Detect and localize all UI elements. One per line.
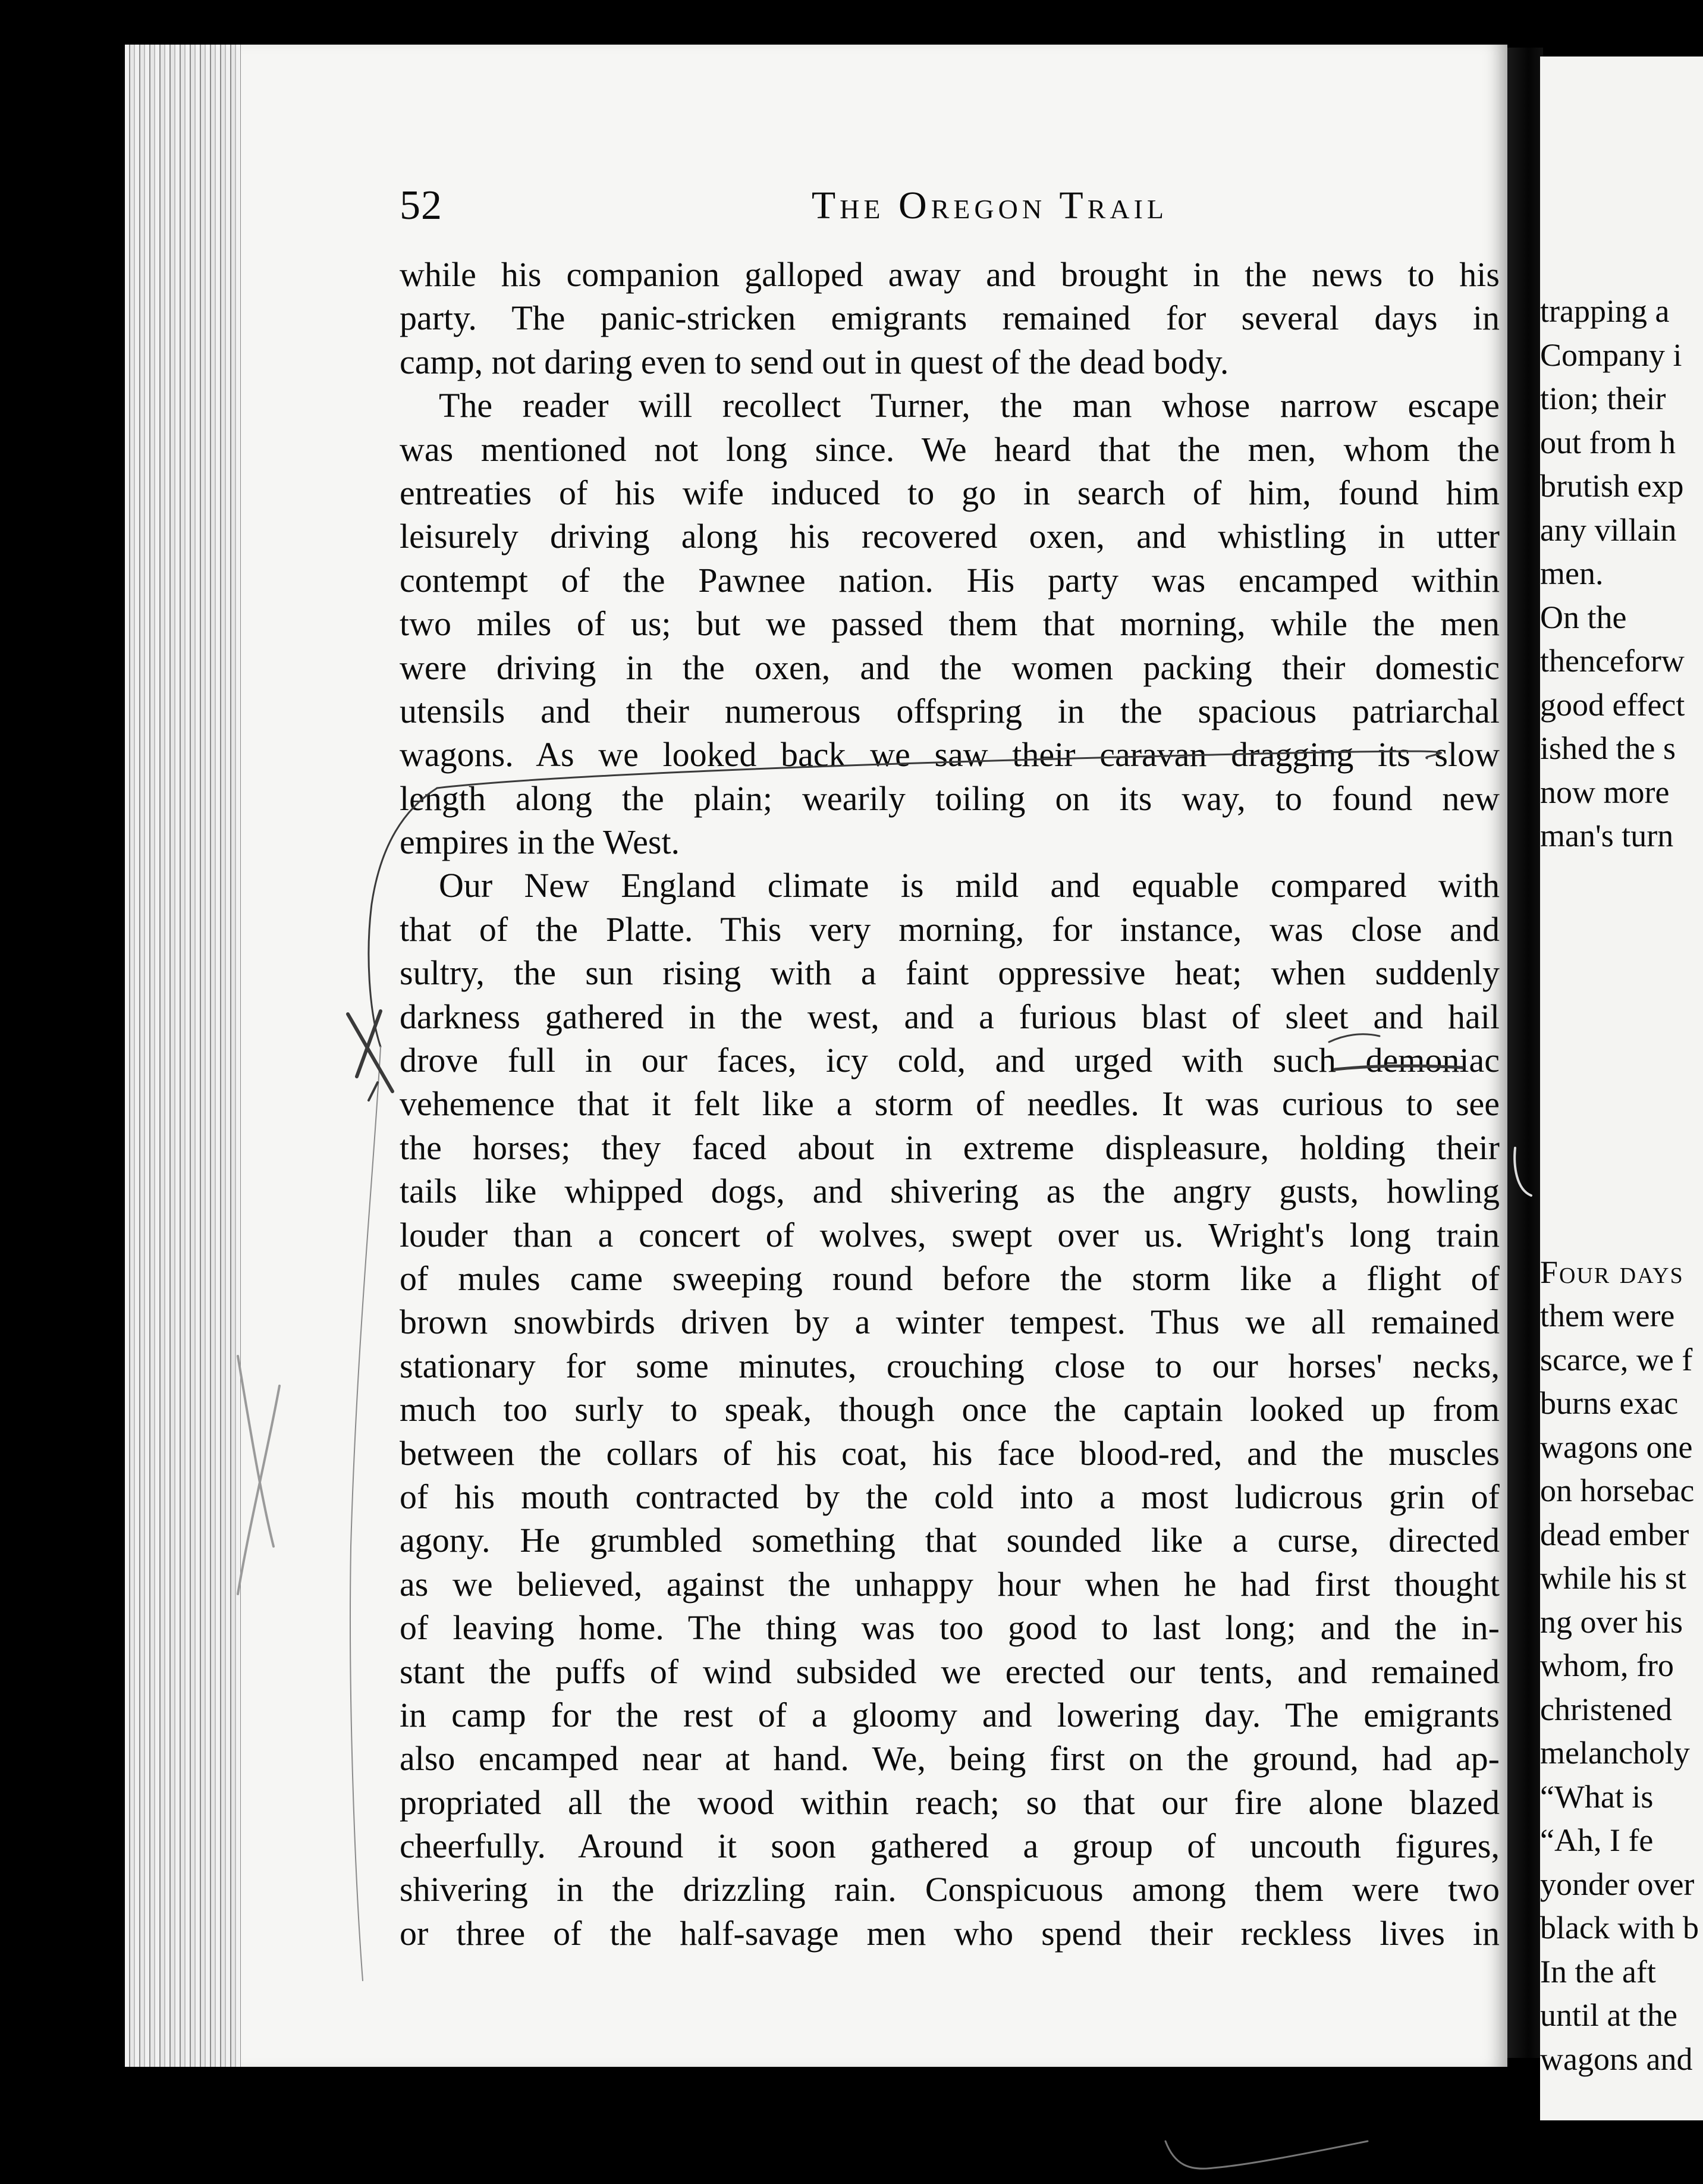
text-line: also encamped near at hand. We, being first on the ground, had ap-	[400, 1739, 1500, 1778]
facing-text-line: thenceforw	[1540, 643, 1685, 679]
text-line: as we believed, against the unhappy hour when he had first thought	[400, 1564, 1500, 1604]
facing-text-line: while his st	[1540, 1560, 1687, 1596]
text-line: between the collars of his coat, his face blood-red, and the muscles	[400, 1433, 1500, 1473]
text-line: louder than a concert of wolves, swept over us. Wright's long train	[400, 1215, 1500, 1254]
facing-text-line: brutish exp	[1540, 468, 1684, 504]
text-line: The reader will recollect Turner, the man whose narrow escape	[439, 386, 1500, 425]
facing-text-line: yonder over	[1540, 1866, 1695, 1902]
text-line: were driving in the oxen, and the women packing their domestic	[400, 648, 1500, 687]
text-line: camp, not daring even to send out in quest of the dead body.	[400, 342, 1229, 381]
text-line: sultry, the sun rising with a faint oppressive heat; when suddenly	[400, 953, 1500, 993]
facing-text-line: out from h	[1540, 424, 1676, 460]
page-edges	[125, 45, 244, 2067]
text-line: utensils and their numerous offspring in the spacious patriarchal	[400, 691, 1500, 730]
text-line: vehemence that it felt like a storm of needles. It was curious to see	[400, 1084, 1500, 1124]
text-line: the horses; they faced about in extreme displeasure, holding their	[400, 1128, 1500, 1167]
facing-page-text	[1540, 290, 1703, 2081]
facing-text-line: good effect	[1540, 686, 1685, 723]
facing-text-line: scarce, we f	[1540, 1341, 1693, 1377]
text-line: darkness gathered in the west, and a furious blast of sleet and hail	[400, 997, 1500, 1036]
text-line: contempt of the Pawnee nation. His party was encamped within	[400, 560, 1500, 600]
text-line: propriated all the wood within reach; so that our fire alone blazed	[400, 1783, 1500, 1822]
facing-text-line: on horsebac	[1540, 1473, 1695, 1508]
facing-text-line: Company i	[1540, 337, 1682, 373]
facing-text-line: “Ah, I fe	[1540, 1822, 1654, 1858]
text-line: empires in the West.	[400, 823, 680, 862]
text-line: in camp for the rest of a gloomy and lowering day. The emigrants	[400, 1695, 1500, 1734]
running-title: The Oregon Trail	[811, 184, 1168, 227]
text-line: of mules came sweeping round before the storm like a flight of	[400, 1259, 1500, 1298]
facing-page-gap	[1540, 858, 1703, 1251]
text-line: was mentioned not long since. We heard that the men, whom the	[400, 429, 1500, 469]
facing-text-line: men.	[1540, 556, 1604, 591]
text-line: tails like whipped dogs, and shivering as the angry gusts, howling	[400, 1172, 1500, 1211]
text-line: drove full in our faces, icy cold, and urged with such demoniac	[400, 1041, 1500, 1080]
facing-text-line: wagons and	[1540, 2041, 1693, 2077]
facing-text-line: On the	[1540, 599, 1627, 635]
text-line: wagons. As we looked back we saw their caravan dragging its slow	[400, 735, 1500, 774]
text-line: length along the plain; wearily toiling on its way, to found new	[400, 779, 1500, 818]
facing-text-line: dead ember	[1540, 1516, 1689, 1552]
text-line: of his mouth contracted by the cold into a most ludicrous grin of	[400, 1477, 1500, 1516]
facing-page	[1540, 57, 1703, 2120]
text-line: brown snowbirds driven by a winter tempest. Thus we all remained	[400, 1303, 1500, 1342]
facing-text-line: ished the s	[1540, 730, 1676, 766]
text-line: that of the Platte. This very morning, for instance, was close and	[400, 909, 1500, 949]
text-line: or three of the half-savage men who spend their reckless lives in	[400, 1913, 1500, 1953]
facing-text-line: burns exac	[1540, 1385, 1679, 1421]
text-line: party. The panic-stricken emigrants remained for several days in	[400, 299, 1500, 338]
text-line: stationary for some minutes, crouching close to our horses' necks,	[400, 1346, 1500, 1385]
text-line: much too surly to speak, though once the captain looked up from	[400, 1390, 1500, 1429]
facing-text-line: whom, fro	[1540, 1648, 1674, 1683]
facing-text-line: Four days	[1540, 1254, 1684, 1290]
facing-text-line: tion; their	[1540, 381, 1666, 416]
facing-text-line: “What is	[1540, 1778, 1654, 1815]
text-line: while his companion galloped away and brought in the news to his	[400, 255, 1500, 294]
text-line: entreaties of his wife induced to go in search of him, found him	[400, 473, 1500, 512]
text-line: agony. He grumbled something that sounded like a curse, directed	[400, 1521, 1500, 1560]
text-line: shivering in the drizzling rain. Conspicuous among them were two	[400, 1870, 1500, 1909]
facing-text-line: until at the	[1540, 1997, 1677, 2033]
pencil-bottom-scribble	[1165, 2141, 1368, 2169]
facing-text-line: wagons one	[1540, 1429, 1693, 1465]
text-line: Our New England climate is mild and equable compared with	[439, 866, 1500, 905]
text-line: stant the puffs of wind subsided we erected our tents, and remained	[400, 1652, 1500, 1691]
facing-text-line: christened	[1540, 1691, 1672, 1727]
facing-text-line: melancholy	[1540, 1735, 1690, 1771]
text-line: cheerfully. Around it soon gathered a group of uncouth figures,	[400, 1827, 1500, 1866]
facing-text-line: trapping a	[1540, 293, 1670, 329]
facing-text-line: In the aft	[1540, 1953, 1656, 1990]
facing-text-line: now more	[1540, 774, 1670, 810]
facing-text-line: black with b	[1540, 1910, 1699, 1945]
text-line: leisurely driving along his recovered oxen, and whistling in utter	[400, 517, 1500, 556]
text-line: of leaving home. The thing was too good to last long; and the in-	[400, 1608, 1500, 1648]
facing-text-line: ng over his	[1540, 1604, 1683, 1640]
book-gutter	[1507, 48, 1543, 2058]
facing-text-line: them were	[1540, 1298, 1675, 1333]
page-number: 52	[400, 183, 442, 228]
facing-text-line: any villain	[1540, 512, 1677, 548]
running-header	[400, 182, 1168, 236]
body-text	[400, 253, 1500, 1955]
text-line: two miles of us; but we passed them that morning, while the men	[400, 604, 1500, 644]
facing-text-line: man's turn	[1540, 818, 1674, 853]
